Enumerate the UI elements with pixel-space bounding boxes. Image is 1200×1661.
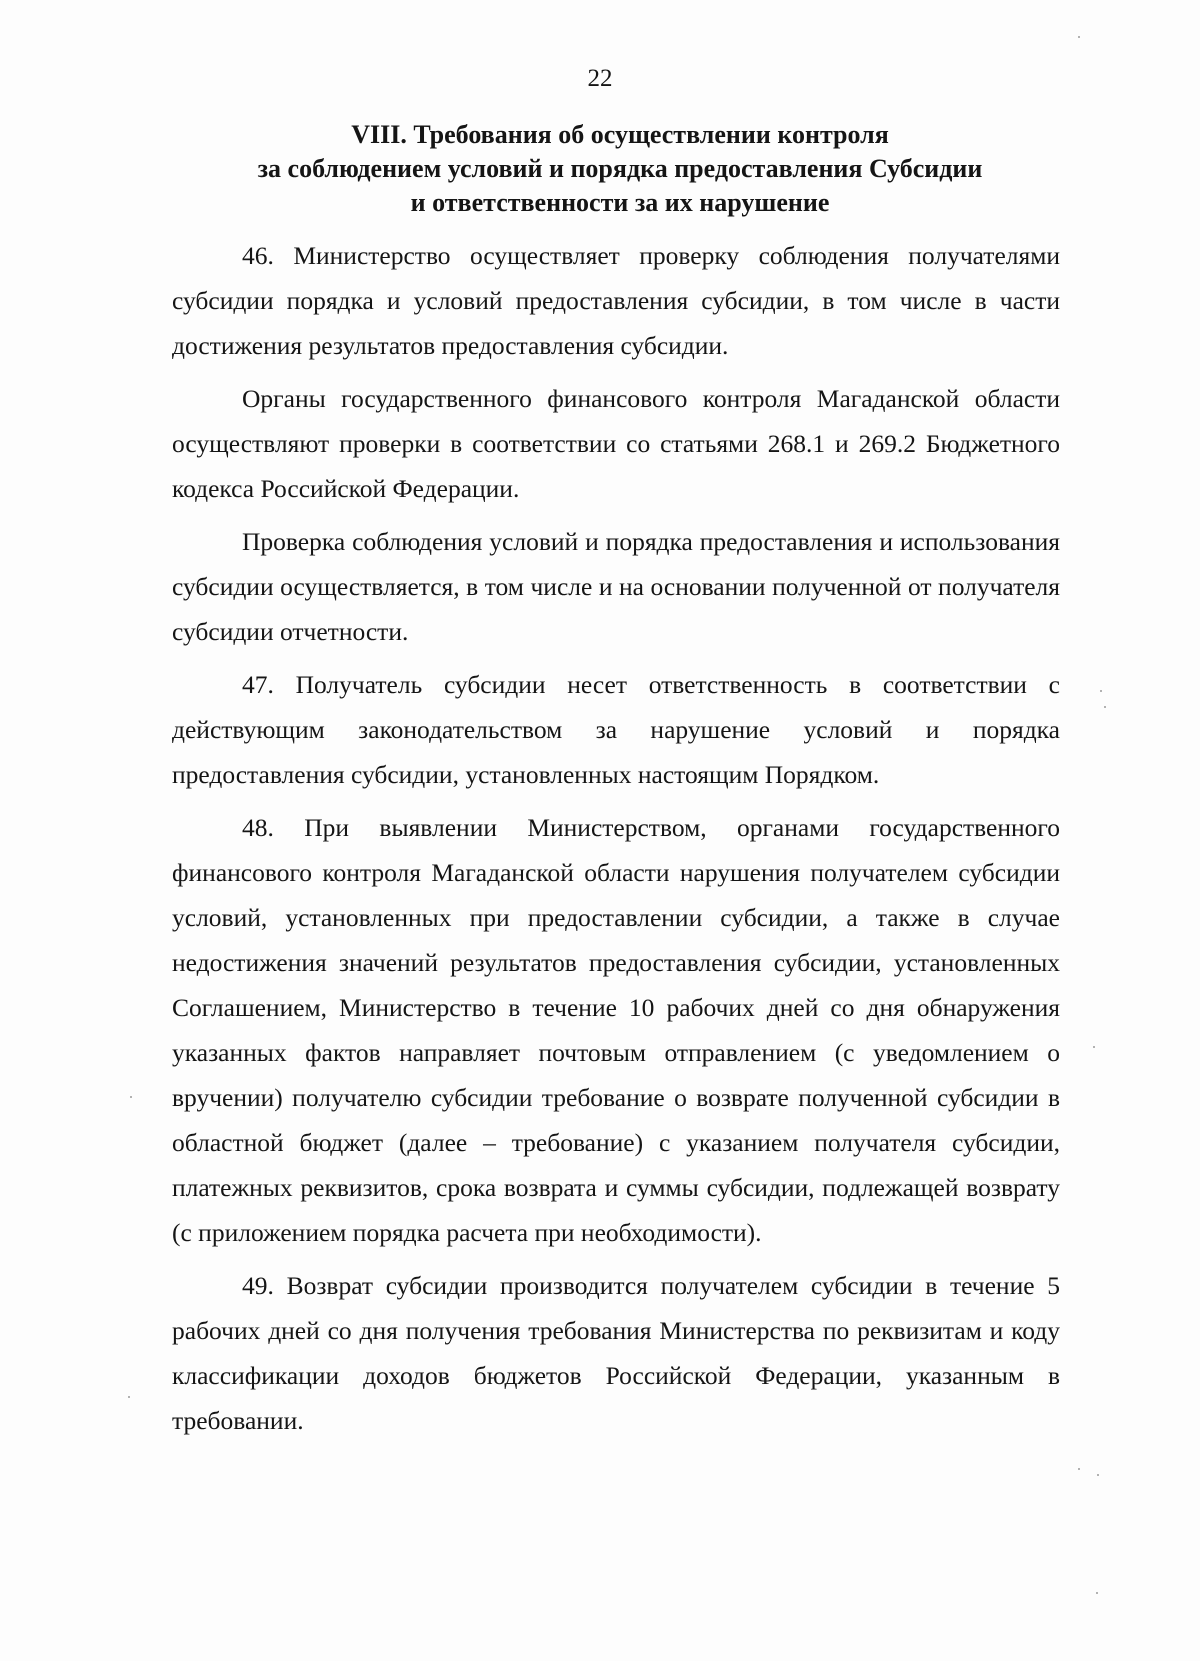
scan-speck <box>1100 690 1102 692</box>
scan-speck <box>1093 1046 1095 1048</box>
paragraph-verification: Проверка соблюдения условий и порядка предоставления и использования субсидии осуществляется, в том числе и на основании полученной от получателя субсидии отчетности. <box>172 527 1060 646</box>
section-title-line: VIII. Требования об осуществлении контроля <box>351 120 889 149</box>
section-title-line: за соблюдением условий и порядка предоставления Субсидии <box>257 154 983 183</box>
paragraph-control-bodies: Органы государственного финансового контроля Магаданской области осуществляют проверки в соответствии со статьями 268.1 и 269.2 Бюджетного кодекса Российской Федерации. <box>172 384 1060 503</box>
scan-speck <box>1096 1592 1098 1594</box>
scan-speck <box>1078 1468 1080 1470</box>
scan-speck <box>128 1396 130 1398</box>
paragraph-48: 48. При выявлении Министерством, органами государственного финансового контроля Магаданской области нарушения получателем субсидии условий, установленных при предоставлении субсидии, а также в случае недостижения значений результатов предоставления субсидии, установленных Соглашением, Министерство в течение 10 рабочих дней со дня обнаружения указанных фактов направляет почтовым отправлением (с уведомлением о вручении) получателю субсидии требование о возврате полученной субсидии в областной бюджет (далее – требование) с указанием получателя субсидии, платежных реквизитов, срока возврата и суммы субсидии, подлежащей возврату (с приложением порядка расчета при необходимости). <box>172 813 1060 1247</box>
paragraph-46: 46. Министерство осуществляет проверку соблюдения получателями субсидии порядка и условий предоставления субсидии, в том числе в части достижения результатов предоставления субсидии. <box>172 241 1060 360</box>
scan-speck <box>1078 36 1080 38</box>
section-title-line: и ответственности за их нарушение <box>410 188 830 217</box>
scan-speck <box>130 1096 132 1098</box>
paragraph-47: 47. Получатель субсидии несет ответственность в соответствии с действующим законодательством за нарушение условий и порядка предоставления субсидии, установленных настоящим Порядком. <box>172 670 1060 789</box>
scan-speck <box>1097 1474 1099 1476</box>
document-body <box>172 233 1060 1451</box>
page-number: 22 <box>587 65 613 92</box>
scan-speck <box>1104 706 1106 708</box>
paragraph-49: 49. Возврат субсидии производится получателем субсидии в течение 5 рабочих дней со дня получения требования Министерства по реквизитам и коду классификации доходов бюджетов Российской Федерации, указанным в требовании. <box>172 1271 1060 1435</box>
section-title <box>190 118 1050 220</box>
